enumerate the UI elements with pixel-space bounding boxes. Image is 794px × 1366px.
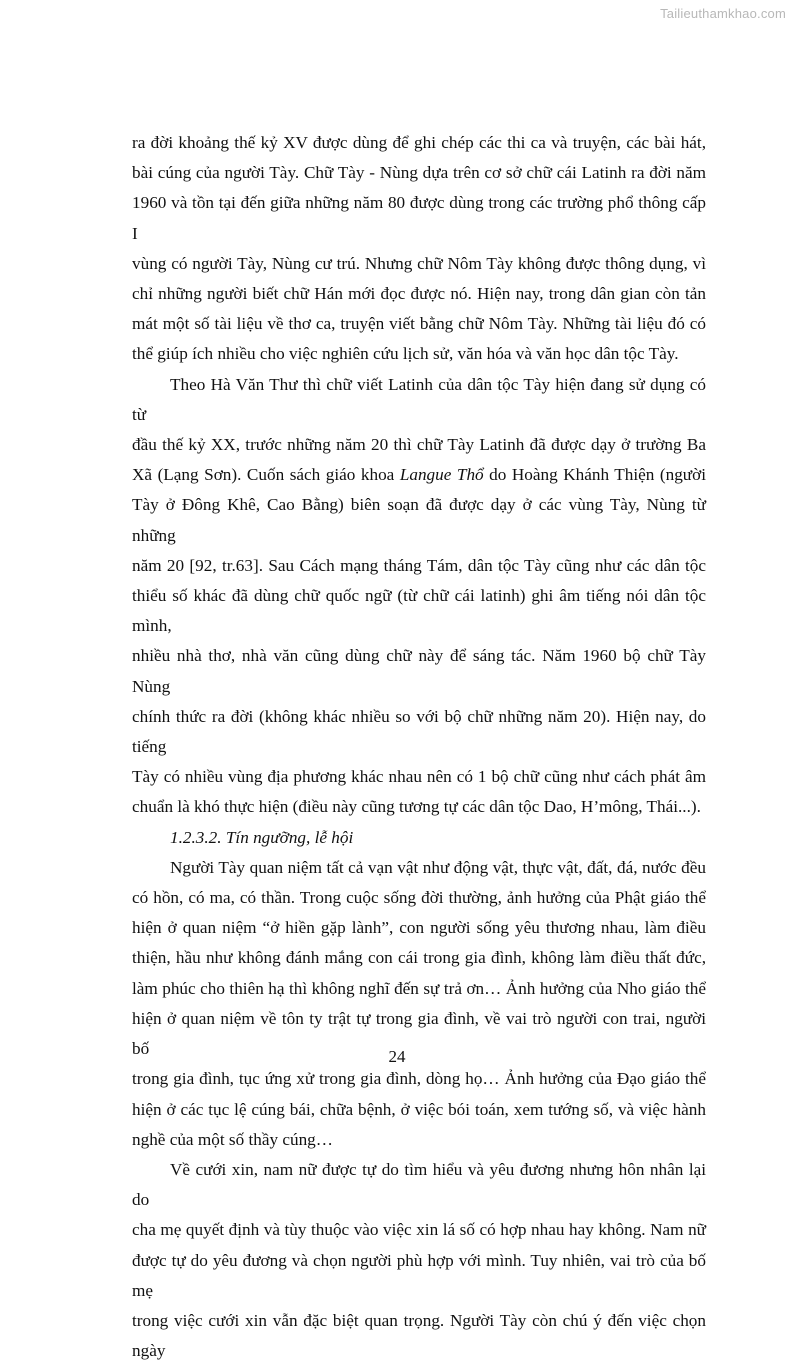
text-line: Người Tày quan niệm tất cả vạn vật như động vật, thực vật, đất, đá, nước đều bbox=[170, 857, 706, 877]
text-line: Tày ở Đông Khê, Cao Bằng) biên soạn đã được dạy ở các vùng Tày, Nùng từ những bbox=[132, 495, 706, 545]
text-line: ra đời khoảng thế kỷ XV được dùng để ghi chép các thi ca và truyện, các bài hát, bbox=[132, 133, 706, 152]
text-line: có hồn, có ma, có thần. Trong cuộc sống đời thường, ảnh hưởng của Phật giáo thể bbox=[132, 888, 706, 908]
text-line: hiện ở quan niệm về tôn ty trật tự trong gia đình, về vai trò người con trai, người bố bbox=[132, 1008, 706, 1059]
text-line: nghề của một số thầy cúng… bbox=[132, 1129, 333, 1149]
book-title: Langue Thổ bbox=[399, 465, 484, 485]
text-line: nhiều nhà thơ, nhà văn cũng dùng chữ này để sáng tác. Năm 1960 bộ chữ Tày Nùng bbox=[132, 646, 706, 696]
text-segment: do Hoàng Khánh Thiện (người bbox=[483, 465, 706, 485]
paragraph-2 bbox=[132, 370, 706, 823]
text-line: đầu thế kỷ XX, trước những năm 20 thì chữ Tày Latinh đã được dạy ở trường Ba bbox=[132, 435, 706, 455]
text-line: Tày có nhiều vùng địa phương khác nhau nên có 1 bộ chữ cũng như cách phát âm bbox=[132, 767, 706, 787]
watermark-text: Tailieuthamkhao.com bbox=[660, 6, 786, 21]
text-line: chính thức ra đời (không khác nhiều so với bộ chữ những năm 20). Hiện nay, do tiếng bbox=[132, 706, 706, 757]
text-line: mát một số tài liệu về thơ ca, truyện viết bằng chữ Nôm Tày. Những tài liệu đó có bbox=[132, 314, 706, 334]
paragraph-1 bbox=[132, 128, 706, 370]
text-line: thể giúp ích nhiều cho việc nghiên cứu lịch sử, văn hóa và văn học dân tộc Tày. bbox=[132, 344, 679, 364]
paragraph-3 bbox=[132, 853, 706, 1155]
text-line: bài cúng của người Tày. Chữ Tày - Nùng dựa trên cơ sở chữ cái Latinh ra đời năm bbox=[132, 163, 706, 183]
text-line: hiện ở quan niệm “ở hiền gặp lành”, con người sống yêu thương nhau, làm điều bbox=[132, 918, 706, 938]
page-number: 24 bbox=[388, 1047, 406, 1066]
text-line: vùng có người Tày, Nùng cư trú. Nhưng chữ Nôm Tày không được thông dụng, vì bbox=[132, 253, 706, 273]
text-line: trong việc cưới xin vẫn đặc biệt quan trọng. Người Tày còn chú ý đến việc chọn ngày bbox=[132, 1310, 706, 1361]
text-line: 1960 và tồn tại đến giữa những năm 80 được dùng trong các trường phổ thông cấp I bbox=[132, 193, 706, 243]
text-line: thiện, hầu như không đánh mắng con cái trong gia đình, không làm điều thất đức, bbox=[132, 948, 706, 968]
text-line: Theo Hà Văn Thư thì chữ viết Latinh của dân tộc Tày hiện đang sử dụng có từ bbox=[132, 374, 706, 424]
text-line: chỉ những người biết chữ Hán mới đọc được nó. Hiện nay, trong dân gian còn tản bbox=[132, 284, 706, 304]
text-line: Về cưới xin, nam nữ được tự do tìm hiểu và yêu đương nhưng hôn nhân lại do bbox=[132, 1159, 706, 1210]
document-body bbox=[132, 128, 706, 1366]
text-line: được tự do yêu đương và chọn người phù hợp với mình. Tuy nhiên, vai trò của bố mẹ bbox=[132, 1250, 706, 1300]
text-line: năm 20 [92, tr.63]. Sau Cách mạng tháng Tám, dân tộc Tày cũng như các dân tộc bbox=[132, 555, 706, 575]
text-line: cha mẹ quyết định và tùy thuộc vào việc xin lá số có hợp nhau hay không. Nam nữ bbox=[132, 1220, 706, 1240]
text-segment: Xã (Lạng Sơn). Cuốn sách giáo khoa bbox=[132, 465, 400, 485]
text-line: thiểu số khác đã dùng chữ quốc ngữ (từ chữ cái latinh) ghi âm tiếng nói dân tộc mình, bbox=[132, 586, 706, 636]
text-line: làm phúc cho thiên hạ thì không nghĩ đến sự trả ơn… Ảnh hưởng của Nho giáo thể bbox=[132, 978, 706, 998]
section-heading: 1.2.3.2. Tín ngưỡng, lễ hội bbox=[170, 827, 354, 847]
text-line: hiện ở các tục lệ cúng bái, chữa bệnh, ở việc bói toán, xem tướng số, và việc hành bbox=[132, 1099, 706, 1119]
text-line: chuẩn là khó thực hiện (điều này cũng tương tự các dân tộc Dao, H’mông, Thái...). bbox=[132, 797, 701, 817]
text-line-with-title bbox=[132, 460, 706, 490]
text-line: trong gia đình, tục ứng xử trong gia đình, dòng họ… Ảnh hưởng của Đạo giáo thể bbox=[132, 1069, 706, 1089]
paragraph-4 bbox=[132, 1155, 706, 1366]
